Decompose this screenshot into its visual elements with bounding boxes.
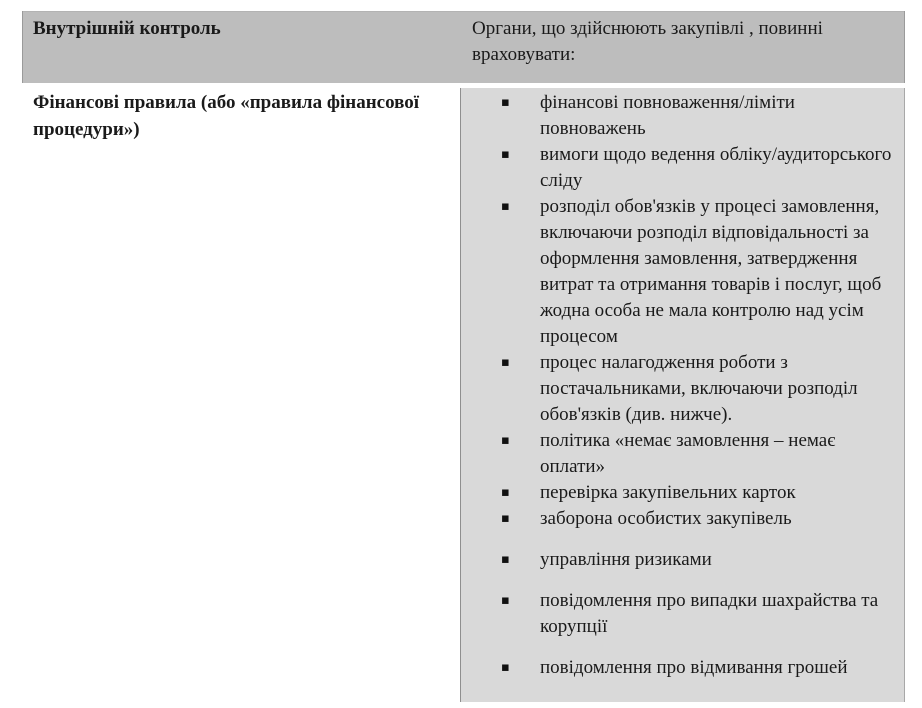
table-header-row <box>22 11 905 83</box>
list-item <box>460 588 905 640</box>
bullet-text: політика «немає замовлення – немає оплати» <box>540 430 836 477</box>
list-item <box>460 142 905 194</box>
internal-control-table <box>22 11 905 702</box>
square-bullet-icon: ▪ <box>501 433 510 448</box>
square-bullet-icon: ▪ <box>501 593 510 608</box>
bullet-text: управління ризиками <box>540 549 712 570</box>
bullet-text: процес налагодження роботи з постачальниками, включаючи розподіл обов'язків (див. нижче). <box>540 352 858 425</box>
bullet-text: фінансові повноваження/ліміти повноважень <box>540 92 795 139</box>
bullet-text: перевірка закупівельних карток <box>540 482 796 503</box>
list-item <box>460 506 905 532</box>
bullet-list <box>460 90 905 681</box>
square-bullet-icon: ▪ <box>501 95 510 110</box>
header-cell-procuring-bodies: Органи, що здійснюють закупівлі , повинні враховувати: <box>472 18 823 65</box>
cell-financial-rules-title: Фінансові правила (або «правила фінансової процедури») <box>22 88 460 702</box>
list-item <box>460 194 905 350</box>
table-body-row <box>22 88 905 702</box>
list-item <box>460 350 905 428</box>
square-bullet-icon: ▪ <box>501 147 510 162</box>
list-item <box>460 655 905 681</box>
bullet-text: повідомлення про відмивання грошей <box>540 657 848 678</box>
bullet-text: вимоги щодо ведення обліку/аудиторського сліду <box>540 144 892 191</box>
square-bullet-icon: ▪ <box>501 355 510 370</box>
cell-requirements <box>460 88 905 702</box>
list-item <box>460 480 905 506</box>
square-bullet-icon: ▪ <box>501 660 510 675</box>
square-bullet-icon: ▪ <box>501 485 510 500</box>
list-item <box>460 547 905 573</box>
bullet-text: повідомлення про випадки шахрайства та корупції <box>540 590 879 637</box>
square-bullet-icon: ▪ <box>501 511 510 526</box>
list-item <box>460 428 905 480</box>
list-item <box>460 90 905 142</box>
bullet-text: розподіл обов'язків у процесі замовлення, включаючи розподіл відповідальності за оформлення замовлення, затвердження витрат та отримання товарів і послуг, щоб жодна особа не мала контролю над усім процесом <box>540 196 882 347</box>
bullet-text: заборона особистих закупівель <box>540 508 792 529</box>
header-cell-internal-control: Внутрішній контроль <box>33 18 221 39</box>
square-bullet-icon: ▪ <box>501 199 510 214</box>
square-bullet-icon: ▪ <box>501 552 510 567</box>
